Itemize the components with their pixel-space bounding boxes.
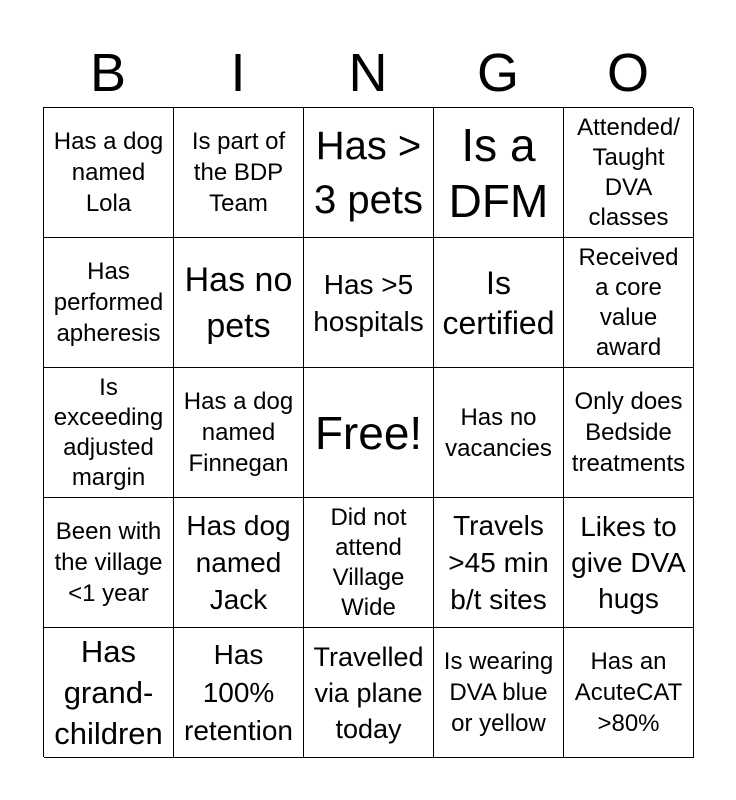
bingo-cell: Only does Bedside treatments — [564, 368, 694, 498]
bingo-cell: Has no pets — [174, 238, 304, 368]
header-letter-i: I — [230, 43, 246, 103]
bingo-cell: Received a core value award — [564, 238, 694, 368]
bingo-cell: Is part of the BDP Team — [174, 108, 304, 238]
bingo-header — [43, 40, 693, 106]
bingo-cell: Travels >45 min b/t sites — [434, 498, 564, 628]
bingo-cell: Is exceeding adjusted margin — [44, 368, 174, 498]
bingo-cell: Is wearing DVA blue or yellow — [434, 628, 564, 758]
bingo-cell: Has > 3 pets — [304, 108, 434, 238]
header-letter-g: G — [476, 43, 519, 103]
bingo-cell: Has a dog named Lola — [44, 108, 174, 238]
bingo-cell: Has performed apheresis — [44, 238, 174, 368]
bingo-cell: Did not attend Village Wide — [304, 498, 434, 628]
bingo-cell: Is certified — [434, 238, 564, 368]
bingo-cell: Attended/ Taught DVA classes — [564, 108, 694, 238]
bingo-cell: Has an AcuteCAT >80% — [564, 628, 694, 758]
bingo-cell: Has a dog named Finnegan — [174, 368, 304, 498]
header-letter-o: O — [606, 43, 649, 103]
bingo-cell: Travelled via plane today — [304, 628, 434, 758]
bingo-cell: Has dog named Jack — [174, 498, 304, 628]
header-letter-n: N — [348, 43, 388, 103]
bingo-cell: Has no vacancies — [434, 368, 564, 498]
free-cell: Free! — [304, 368, 434, 498]
bingo-cell: Has >5 hospitals — [304, 238, 434, 368]
header-letter-b: B — [89, 43, 127, 103]
bingo-cell: Has 100% retention — [174, 628, 304, 758]
bingo-cell: Likes to give DVA hugs — [564, 498, 694, 628]
bingo-cell: Is a DFM — [434, 108, 564, 238]
bingo-cell: Been with the village <1 year — [44, 498, 174, 628]
bingo-cell: Has grand- children — [44, 628, 174, 758]
bingo-board — [43, 107, 693, 757]
